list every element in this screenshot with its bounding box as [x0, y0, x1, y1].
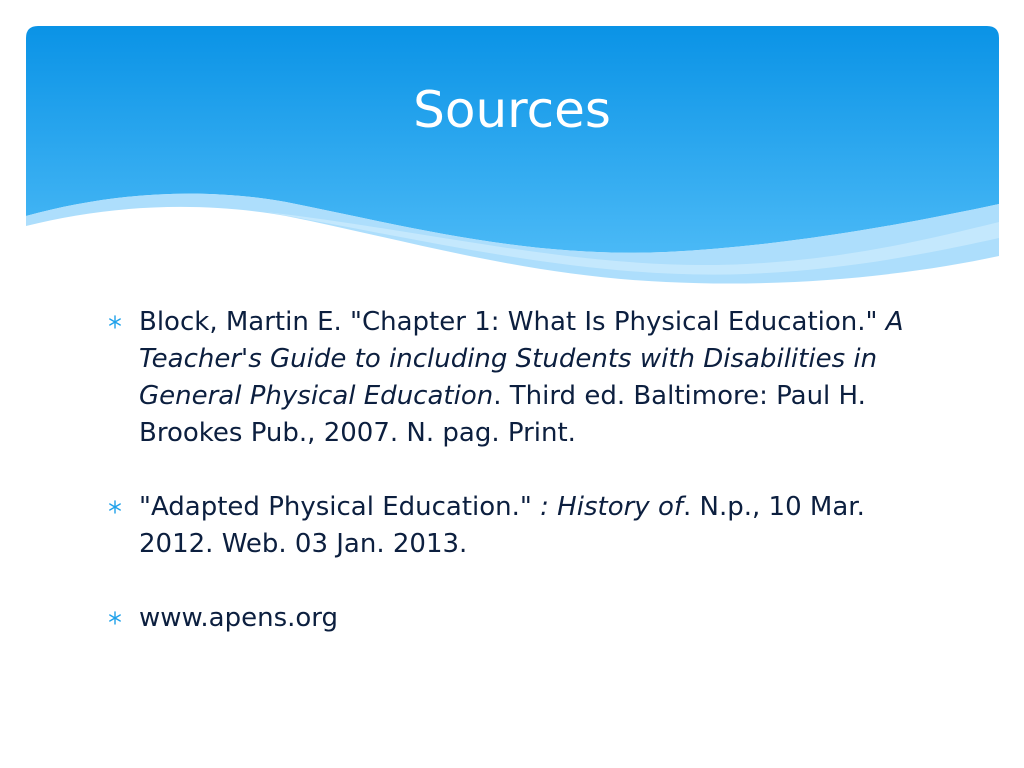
source-text: Block, Martin E. "Chapter 1: What Is Physical Education."	[139, 307, 886, 337]
header-wave-graphic	[26, 26, 999, 288]
source-item	[104, 489, 924, 563]
header-banner	[26, 26, 999, 288]
asterisk-icon	[108, 611, 122, 625]
asterisk-icon	[108, 500, 122, 514]
source-details: . N.p., 10 Mar. 2012. Web. 03 Jan. 2013.	[139, 492, 865, 559]
asterisk-icon	[108, 315, 122, 329]
source-link[interactable]: www.apens.org	[139, 603, 339, 633]
slide-title: Sources	[413, 81, 611, 139]
source-item	[104, 600, 924, 637]
source-text: "Adapted Physical Education."	[139, 492, 541, 522]
sources-list	[104, 304, 924, 674]
source-details: . Third ed. Baltimore: Paul H. Brookes Pub., 2007. N. pag. Print.	[139, 381, 866, 448]
source-item	[104, 304, 924, 452]
source-title: A Teacher's Guide to including Students with Disabilities in General Physical Education	[139, 307, 904, 411]
source-title: : History of	[540, 492, 684, 522]
